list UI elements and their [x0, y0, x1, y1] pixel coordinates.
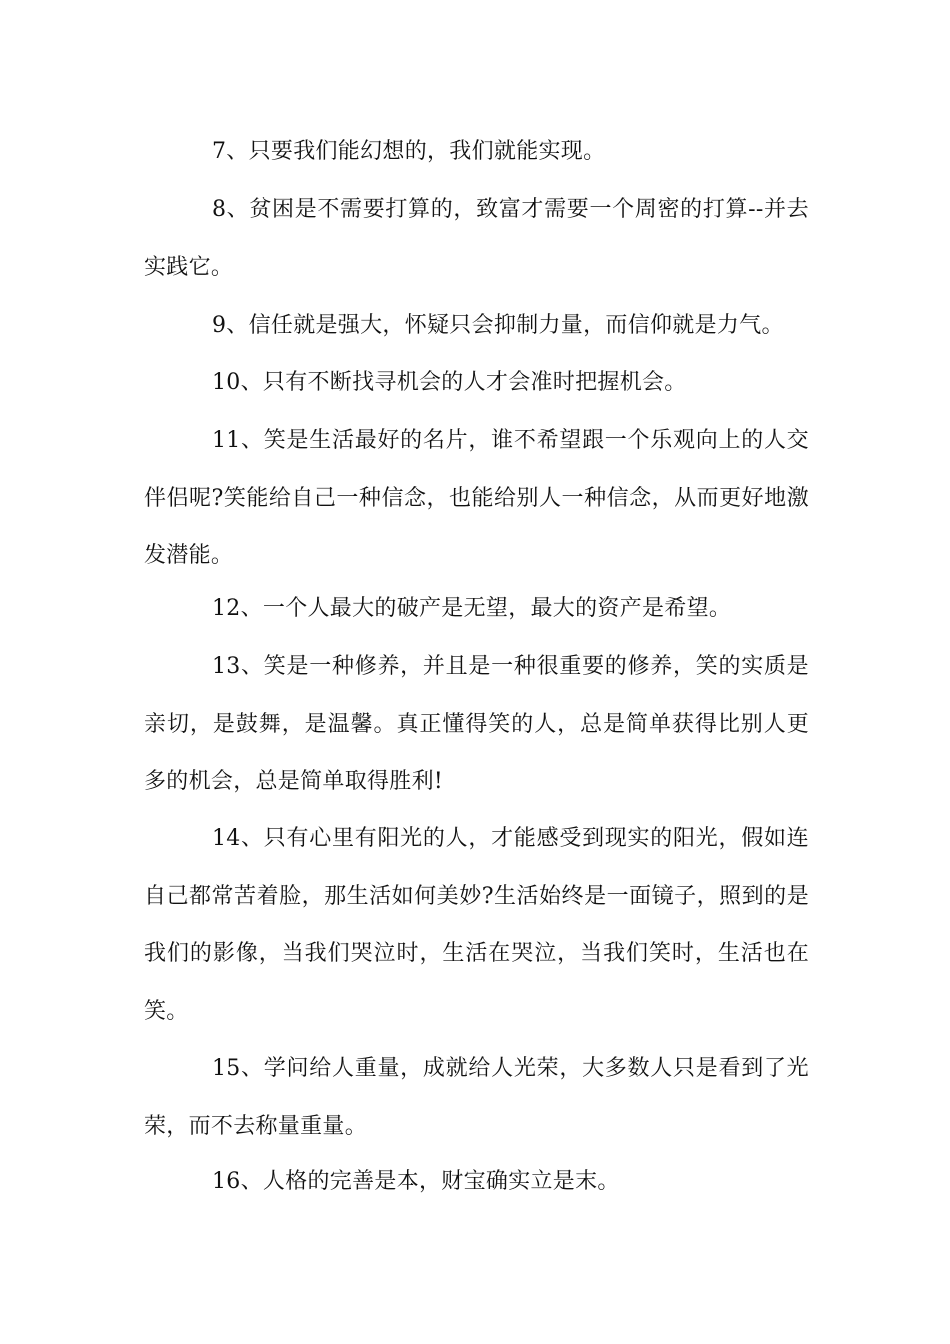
paragraph-14: 14、只有心里有阳光的人，才能感受到现实的阳光，假如连自己都常苦着脸，那生活如何美妙?生活始终是一面镜子，照到的是我们的影像，当我们哭泣时，生活在哭泣，当我们笑时，生活也在笑。	[144, 826, 809, 1024]
paragraph-11: 11、笑是生活最好的名片，谁不希望跟一个乐观向上的人交伴侣呢?笑能给自己一种信念，也能给别人一种信念，从而更好地激发潜能。	[144, 428, 809, 568]
paragraph-15: 15、学问给人重量，成就给人光荣，大多数人只是看到了光荣，而不去称量重量。	[144, 1056, 809, 1139]
paragraph-13: 13、笑是一种修养，并且是一种很重要的修养，笑的实质是亲切，是鼓舞，是温馨。真正懂得笑的人，总是简单获得比别人更多的机会，总是简单取得胜利!	[144, 654, 809, 794]
paragraph-9: 9、信任就是强大，怀疑只会抑制力量，而信仰就是力气。	[212, 313, 784, 338]
paragraph-10: 10、只有不断找寻机会的人才会准时把握机会。	[212, 370, 687, 395]
paragraph-12: 12、一个人最大的破产是无望，最大的资产是希望。	[212, 596, 732, 621]
paragraph-16: 16、人格的完善是本，财宝确实立是末。	[212, 1169, 620, 1194]
paragraph-7: 7、只要我们能幻想的，我们就能实现。	[212, 139, 606, 164]
paragraph-8: 8、贫困是不需要打算的，致富才需要一个周密的打算--并去实践它。	[144, 197, 809, 280]
